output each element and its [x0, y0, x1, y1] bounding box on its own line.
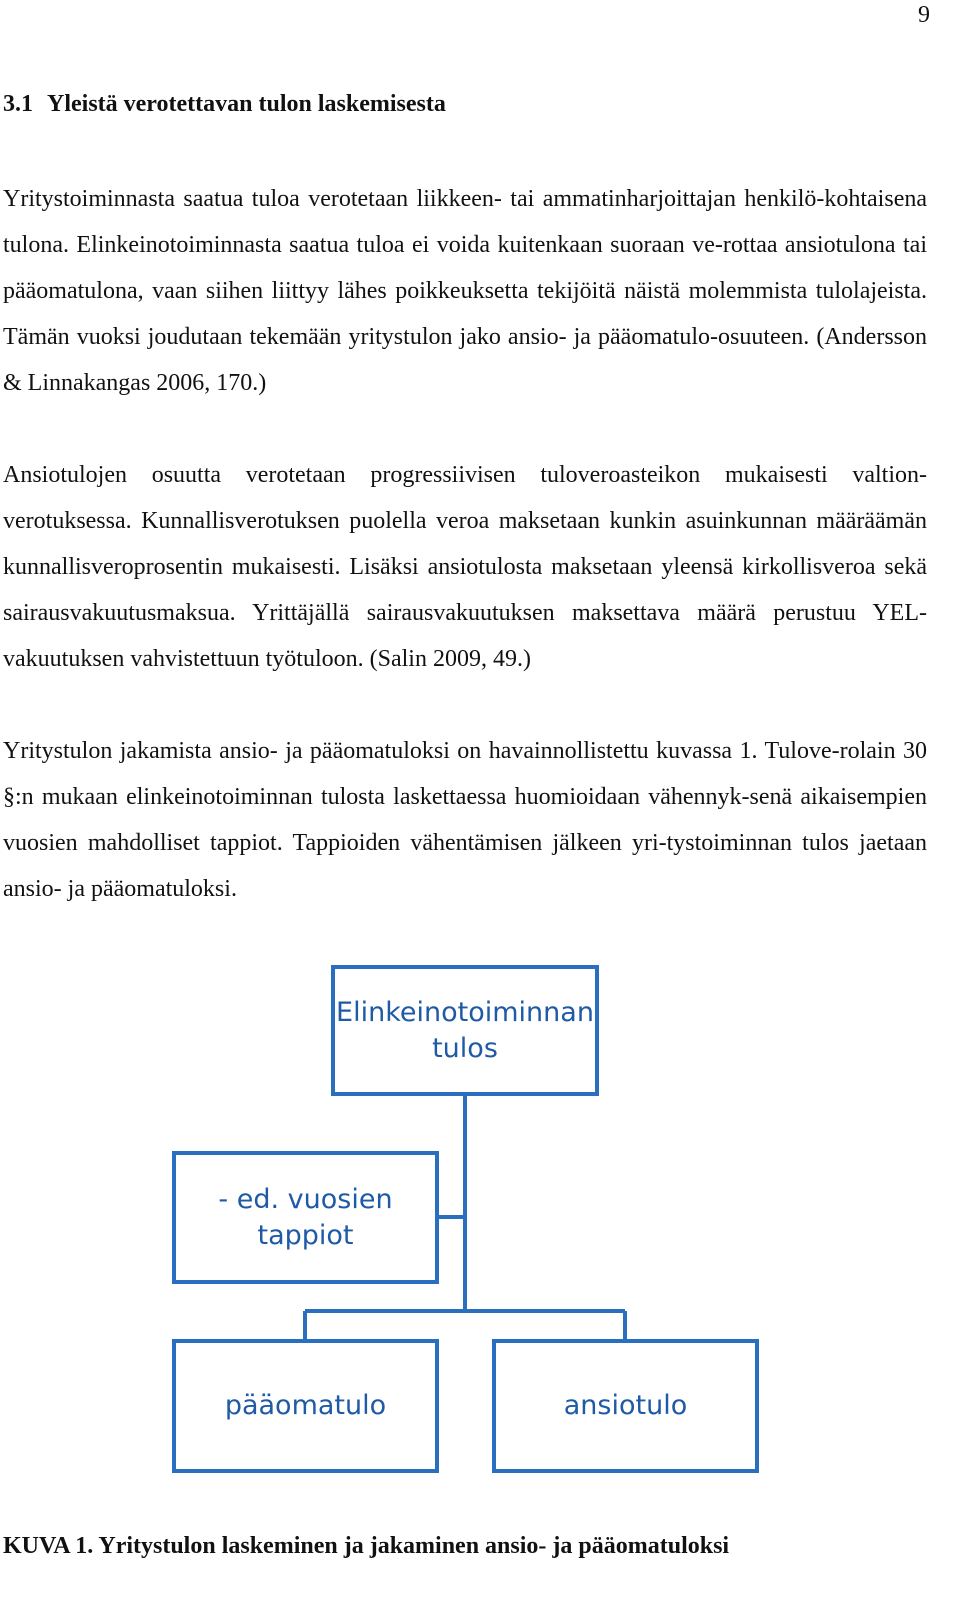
paragraph-3: Yritystulon jakamista ansio- ja pääomatuloksi on havainnollistettu kuvassa 1. Tulove-rolain 30 §:n mukaan elinkeinotoiminnan tulosta laskettaessa huomioidaan vähennyk-senä aikaisempien vuosien mahdolliset tappiot. Tappioiden vähentämisen jälkeen yri-tystoiminnan tulos jaetaan ansio- ja pääomatuloksi.: [3, 738, 927, 902]
diagram-node-earned-income: ansiotulo: [492, 1339, 759, 1473]
diagram-node-previous-losses: - ed. vuosien tappiot: [172, 1151, 439, 1284]
diagram-node-business-income: Elinkeinotoiminnan tulos: [331, 965, 599, 1096]
caption-text: Yritystulon laskeminen ja jakaminen ansio- ja pääomatuloksi: [98, 1533, 730, 1559]
paragraph-1: Yritystoiminnasta saatua tuloa verotetaan liikkeen- tai ammatinharjoittajan henkilö-kohtaisena tulona. Elinkeinotoiminnasta saatua tuloa ei voida kuitenkaan suoraan ve-rottaa ansiotulona tai pääomatulona, vaan siihen liittyy lähes poikkeuksetta tekijöitä näistä molemmista tulolajeista. Tämän vuoksi joudutaan tekemään yritystulon jako ansio- ja pääomatulo-osuuteen. (Andersson & Linnakangas 2006, 170.): [3, 186, 927, 396]
section-title: Yleistä verotettavan tulon laskemisesta: [47, 91, 446, 117]
paragraph-2: Ansiotulojen osuutta verotetaan progressiivisen tuloveroasteikon mukaisesti valtion-verotuksessa. Kunnallisverotuksen puolella veroa maksetaan kunkin asuinkunnan määräämän kunnallisveroprosentin mukaisesti. Lisäksi ansiotulosta maksetaan yleensä kirkollisveroa sekä sairausvakuutusmaksua. Yrittäjällä sairausvakuutuksen maksettava määrä perustuu YEL-vakuutuksen vahvistettuun työtuloon. (Salin 2009, 49.): [3, 462, 927, 672]
page-number: 9: [918, 2, 930, 28]
figure-caption: [3, 1533, 729, 1560]
diagram-node-capital-income: pääomatulo: [172, 1339, 439, 1473]
section-number: 3.1: [3, 91, 33, 117]
caption-label: KUVA 1.: [3, 1533, 94, 1559]
